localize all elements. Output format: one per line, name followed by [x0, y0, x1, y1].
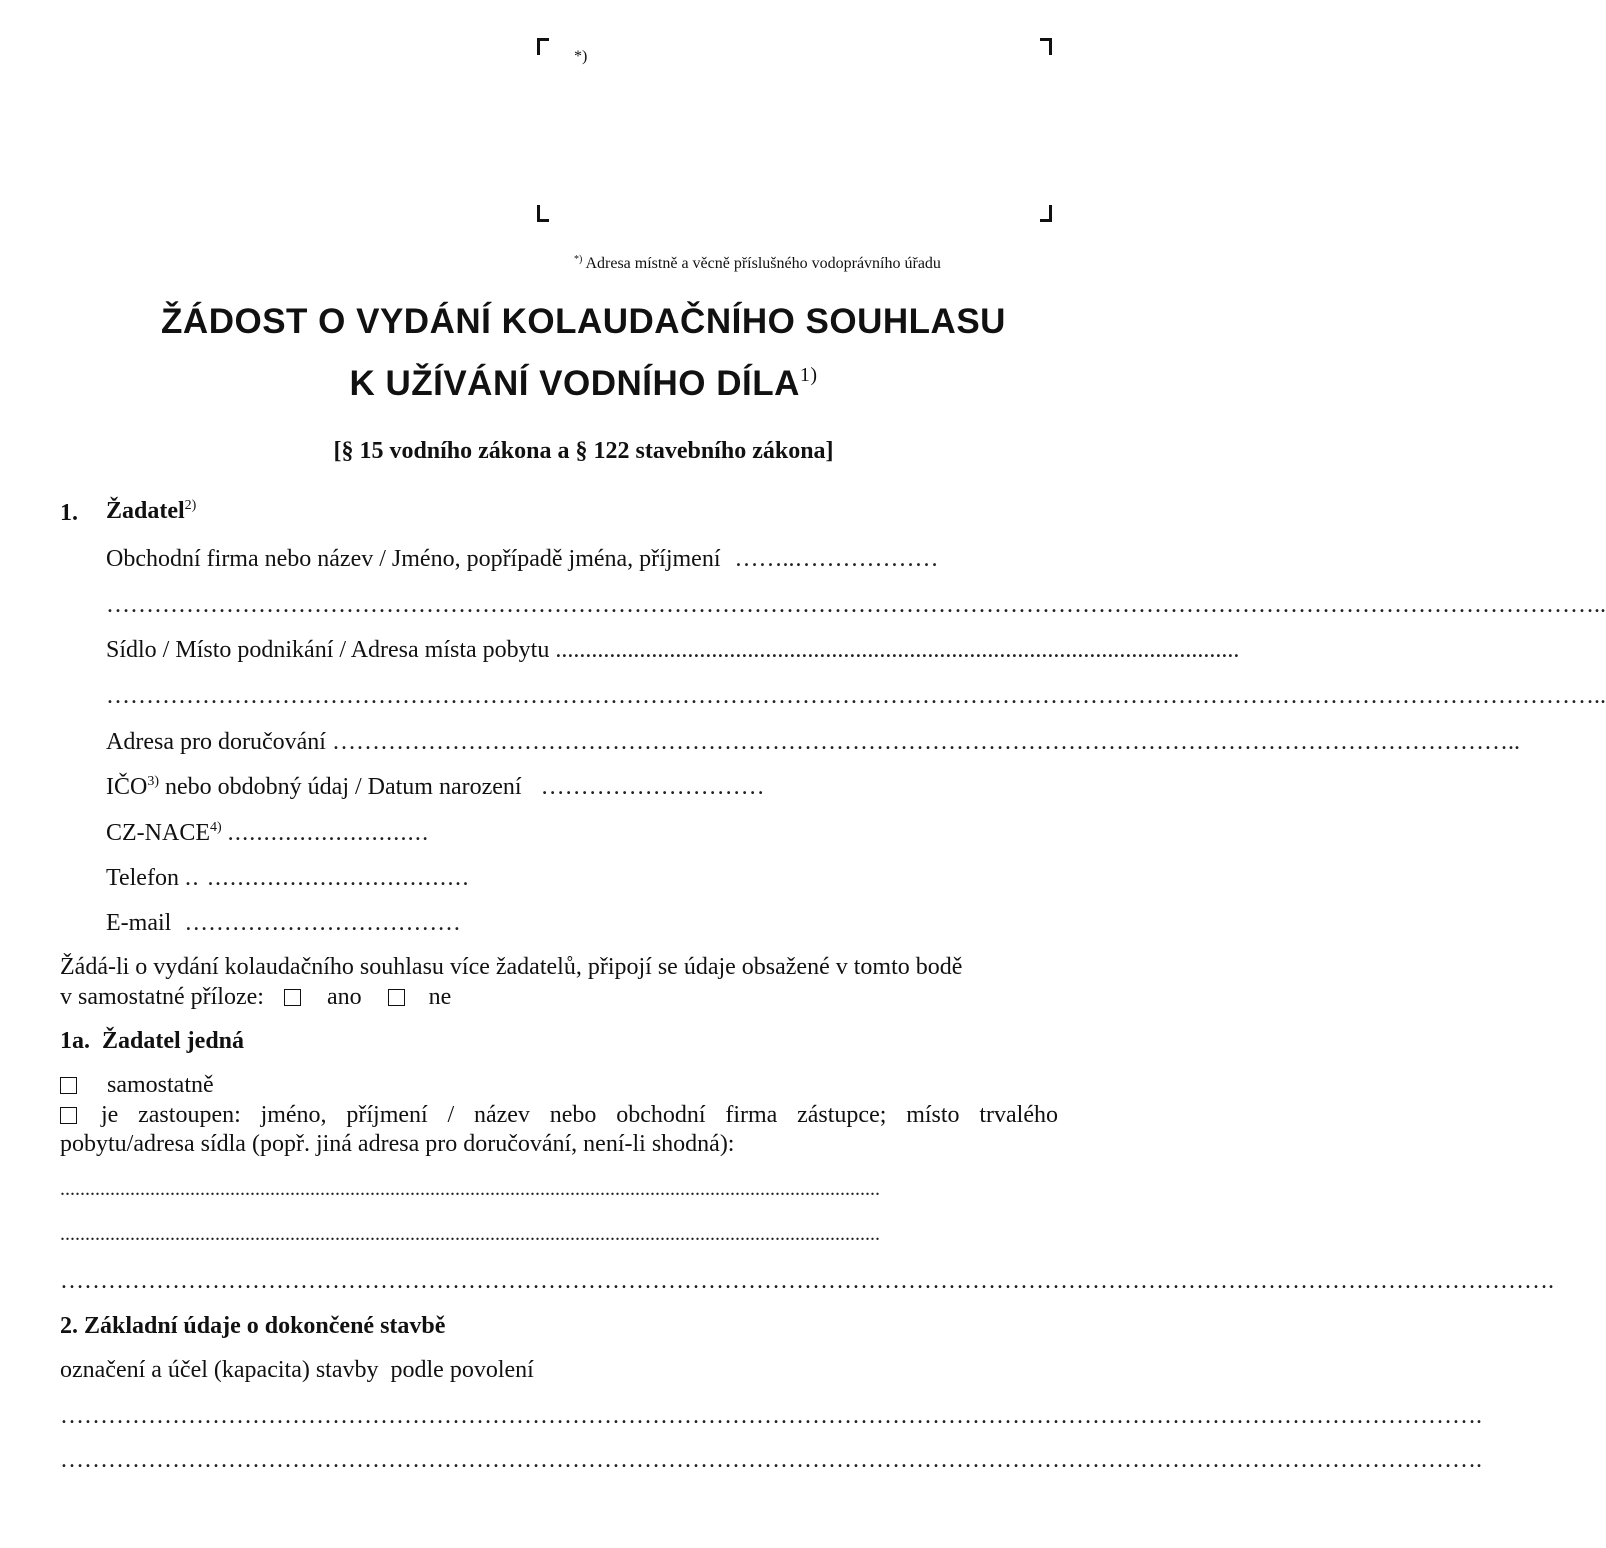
address-footnote	[574, 255, 941, 273]
multi-applicant-note-line1: Žádá-li o vydání kolaudačního souhlasu více žadatelů, připojí se údaje obsažené v tomto bodě	[60, 954, 963, 980]
field-cz-nace-dots: ............................	[227, 820, 430, 846]
field-phone-label: Telefon	[106, 865, 179, 891]
field-seat-dots: ..................................................................................................................	[555, 637, 1240, 663]
checkbox-attachment-yes[interactable]	[284, 989, 301, 1006]
option-represented-continued: pobytu/adresa sídla (popř. jiná adresa pro doručování, není-li shodná):	[60, 1131, 735, 1157]
checkbox-attachment-yes-label: ano	[326, 984, 362, 1010]
section1-heading-ref: 2)	[184, 498, 197, 513]
page-title-line2-text: K UŽÍVÁNÍ VODNÍHO DÍLA	[349, 364, 800, 403]
address-corner-top-left	[537, 38, 549, 55]
address-corner-bottom-right	[1040, 205, 1052, 222]
field-cz-nace[interactable]	[106, 820, 429, 847]
field-email-dots: ...................................	[185, 910, 462, 936]
field-delivery-address[interactable]	[106, 729, 1520, 756]
page-title-footnote-ref: 1)	[799, 364, 818, 386]
address-footnote-text: Adresa místně a věcně příslušného vodoprávního úřadu	[585, 255, 941, 272]
option-represented-label: je zastoupen: jméno, příjmení / název nebo obchodní firma zástupce; místo trvalého	[101, 1102, 1058, 1128]
representative-line-1[interactable]: ....................................................................................................................................................................	[60, 1178, 880, 1200]
field-seat-label: Sídlo / Místo podnikání / Adresa místa pobytu	[106, 637, 550, 663]
section2-label: označení a účel (kapacita) stavby podle povolení	[60, 1357, 534, 1383]
field-seat[interactable]	[106, 637, 1240, 664]
representative-line-2[interactable]: ....................................................................................................................................................................	[60, 1223, 880, 1245]
page-title-line2	[0, 364, 1167, 404]
section2-line-1[interactable]: …………………………………………………………………………………………………………………………………………………………….	[60, 1403, 1482, 1429]
field-ico-label-rest: nebo obdobný údaj / Datum narození	[165, 774, 522, 800]
field-applicant-name-label: Obchodní firma nebo název / Jméno, popřípadě jména, příjmení	[106, 546, 721, 572]
section1a-heading: 1a. Žadatel jedná	[60, 1028, 245, 1054]
field-cz-nace-ref: 4)	[210, 820, 222, 835]
section2-line-2[interactable]: …………………………………………………………………………………………………………………………………………………………….	[60, 1447, 1482, 1473]
address-asterisk: *)	[574, 48, 588, 65]
field-ico[interactable]	[106, 774, 766, 801]
multi-applicant-note-line2	[60, 984, 451, 1011]
page-title-line1: ŽÁDOST O VYDÁNÍ KOLAUDAČNÍHO SOUHLASU	[161, 302, 1006, 341]
address-corner-bottom-left	[537, 205, 549, 222]
field-ico-label: IČO	[106, 774, 148, 800]
checkbox-attachment-no-label: ne	[428, 984, 452, 1010]
field-phone-dots: .. ...................................	[184, 865, 470, 891]
field-phone[interactable]	[106, 865, 470, 892]
option-alone	[60, 1072, 214, 1099]
field-applicant-name-line2[interactable]: ……………………………………………………………………………………………………………………………………………………………………..	[106, 592, 1606, 618]
page-subtitle: [§ 15 vodního zákona a § 122 stavebního zákona]	[333, 438, 834, 464]
field-delivery-address-label: Adresa pro doručování	[106, 729, 326, 755]
field-ico-ref: 3)	[147, 774, 160, 789]
field-email-label: E-mail	[106, 910, 172, 936]
field-applicant-name-dots: ……..………………	[734, 546, 939, 572]
field-delivery-address-dots: …………………………………………………………………………………………………………………………………..	[331, 729, 1520, 755]
section1-heading-text: Žadatel	[106, 498, 185, 524]
checkbox-represented[interactable]	[60, 1107, 77, 1124]
checkbox-alone[interactable]	[60, 1077, 77, 1094]
address-corner-top-right	[1040, 38, 1052, 55]
section1-number: 1.	[60, 500, 78, 526]
representative-line-3[interactable]: …………………………………………………………………………………………………………………………………………………………………….	[60, 1268, 1554, 1294]
option-alone-label: samostatně	[107, 1072, 214, 1098]
field-seat-line2[interactable]: ……………………………………………………………………………………………………………………………………………………………………..	[106, 683, 1606, 709]
checkbox-attachment-no[interactable]	[388, 989, 405, 1006]
field-email[interactable]	[106, 910, 462, 937]
field-cz-nace-label: CZ-NACE	[106, 820, 210, 846]
multi-applicant-note-label: v samostatné příloze:	[60, 984, 264, 1010]
address-footnote-mark: *)	[574, 254, 583, 265]
section1-heading	[106, 498, 196, 525]
section2-heading: 2. Základní údaje o dokončené stavbě	[60, 1313, 446, 1339]
field-applicant-name[interactable]	[106, 546, 1051, 573]
option-represented	[60, 1102, 1058, 1129]
field-ico-dots: ............................	[541, 774, 766, 800]
